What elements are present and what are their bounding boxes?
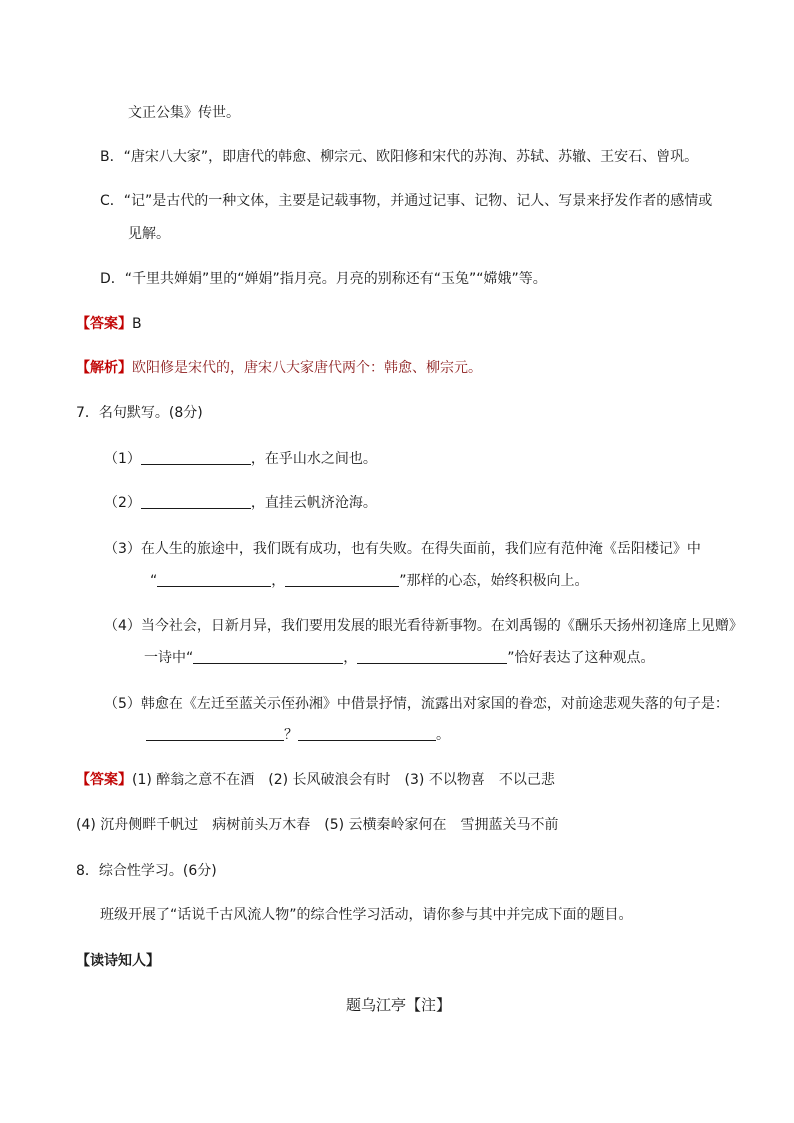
q7-item-4-blanks (144, 648, 655, 668)
fill-blank[interactable] (285, 572, 399, 587)
q8-section-heading: 【读诗知人】 (76, 953, 160, 969)
q8-intro: 班级开展了“话说千古风流人物”的综合性学习活动，请你参与其中并完成下面的题目。 (100, 907, 633, 923)
answer-tag: 【答案】 (76, 316, 132, 332)
item-tail: ”恰好表达了这种观点。 (507, 650, 655, 666)
option-text: “记”是古代的一种文体，主要是记载事物，并通过记事、记物、记人、写景来抒发作者的感情或 (123, 193, 713, 209)
fill-blank[interactable] (357, 649, 507, 664)
quote-open: “ (150, 573, 158, 589)
q7-item-5: （5）韩愈在《左迁至蓝关示侄孙湘》中借景抒情，流露出对家国的眷恋，对前途悲观失落的句子是： (104, 696, 729, 712)
item-tail: ”那样的心态，始终积极向上。 (399, 573, 589, 589)
q7-item-3-blanks (150, 571, 589, 591)
analysis-tag: 【解析】 (76, 360, 132, 376)
q7-item-2 (104, 493, 377, 513)
fill-blank[interactable] (157, 572, 271, 587)
fill-blank[interactable] (141, 494, 251, 509)
q7-item-4: （4）当今社会，日新月异，我们要用发展的眼光看待新事物。在刘禹锡的《酬乐天扬州初逢席上见赠》 (104, 618, 743, 634)
q6-analysis (76, 358, 482, 378)
option-text: “千里共婵娟”里的“婵娟”指月亮。月亮的别称还有“玉兔”“嫦娥”等。 (124, 271, 547, 287)
q7-item-5-blanks (146, 725, 450, 745)
q6-answer (76, 314, 142, 334)
item-pre: 一诗中“ (144, 650, 194, 666)
fill-blank[interactable] (298, 726, 436, 741)
item-num: （1） (104, 451, 141, 467)
fill-blank[interactable] (146, 726, 284, 741)
poem-title: 题乌江亭【注】 (346, 996, 452, 1014)
q6-option-c-cont: 见解。 (128, 226, 170, 242)
item-tail: ，直挂云帆济沧海。 (250, 495, 377, 511)
item-tail: ，在乎山水之间也。 (250, 451, 377, 467)
item-num: （2） (104, 495, 141, 511)
q7-answer-line-2: (4) 沉舟侧畔千帆过 病树前头万木春 (5) 云横秦岭家何在 雪拥蓝关马不前 (76, 817, 559, 833)
analysis-text: 欧阳修是宋代的，唐宋八大家唐代两个：韩愈、柳宗元。 (132, 360, 482, 376)
q7-title: 7．名句默写。(8分) (76, 405, 203, 421)
comma: ， (271, 573, 286, 589)
q6-option-d (100, 269, 547, 289)
option-text: “唐宋八大家”，即唐代的韩愈、柳宗元、欧阳修和宋代的苏洵、苏轼、苏辙、王安石、曾巩。 (123, 149, 699, 165)
q7-item-1 (104, 449, 377, 469)
q7-answer (76, 770, 555, 790)
fill-blank[interactable] (193, 649, 343, 664)
fill-blank[interactable] (141, 450, 251, 465)
option-label: B． (100, 149, 124, 165)
option-label: D． (100, 271, 125, 287)
q6-option-a-tail: 文正公集》传世。 (128, 105, 240, 121)
answer-line-1: (1) 醉翁之意不在酒 (2) 长风破浪会有时 (3) 不以物喜 不以己悲 (132, 772, 555, 788)
comma: ， (343, 650, 358, 666)
answer-tag: 【答案】 (76, 772, 132, 788)
period: 。 (436, 727, 450, 743)
q6-option-c (100, 191, 712, 211)
q7-item-3: （3）在人生的旅途中，我们既有成功，也有失败。在得失面前，我们应有范仲淹《岳阳楼记》中 (104, 541, 701, 557)
q8-title: 8．综合性学习。(6分) (76, 863, 217, 879)
option-label: C． (100, 193, 124, 209)
q6-option-b (100, 147, 698, 167)
question-mark: ？ (284, 727, 298, 743)
answer-value: B (132, 316, 142, 332)
